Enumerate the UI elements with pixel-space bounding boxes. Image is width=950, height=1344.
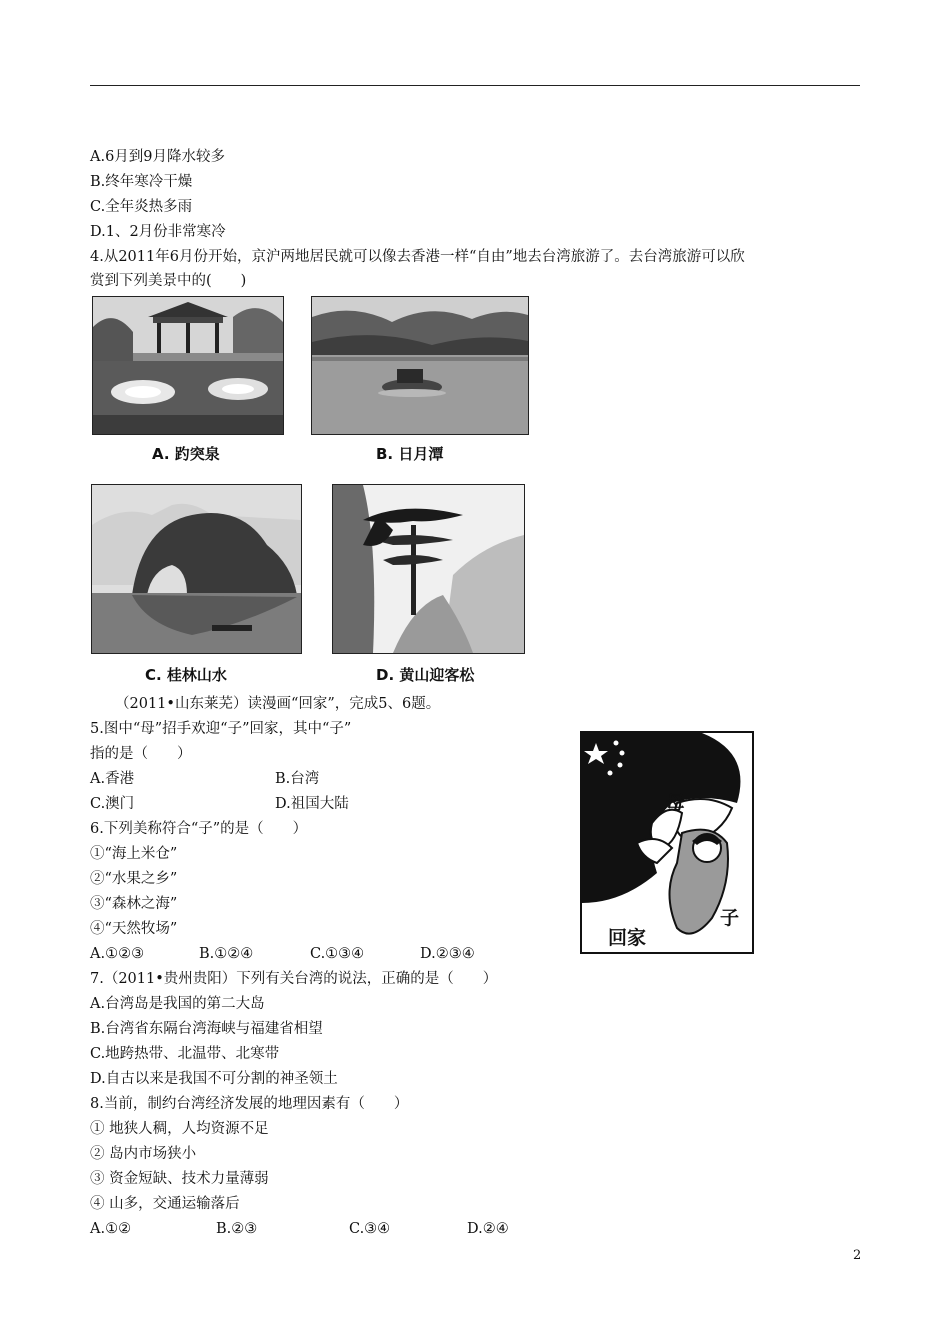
q5-option-c: C.澳门 xyxy=(90,796,135,812)
q6-option-c: C.①③④ xyxy=(310,946,365,962)
page-number: 2 xyxy=(853,1248,862,1263)
q4-caption-a: A. 趵突泉 xyxy=(152,445,220,463)
q6-item-4: ④“天然牧场” xyxy=(90,921,178,937)
elephant-trunk-hill-photo xyxy=(91,484,302,654)
q8-stem: 8.当前，制约台湾经济发展的地理因素有（ ） xyxy=(90,1096,409,1112)
q8-option-d: D.②④ xyxy=(467,1221,509,1237)
q6-item-1: ①“海上米仓” xyxy=(90,846,178,862)
header-rule xyxy=(90,85,860,86)
lake-island-photo xyxy=(311,296,529,435)
fountain-pavilion-photo xyxy=(92,296,284,435)
q6-item-3: ③“森林之海” xyxy=(90,896,178,912)
q5-option-d: D.祖国大陆 xyxy=(275,796,349,812)
q5-stem-line2: 指的是（ ） xyxy=(90,746,192,762)
q7-option-b: B.台湾省东隔台湾海峡与福建省相望 xyxy=(90,1021,323,1037)
q4-stem-line1: 4.从2011年6月份开始，京沪两地居民就可以像去香港一样“自由”地去台湾旅游了。去台湾旅游可以欣 xyxy=(90,249,745,265)
q6-option-b: B.①②④ xyxy=(199,946,254,962)
q7-stem: 7.（2011•贵州贵阳）下列有关台湾的说法，正确的是（ ） xyxy=(90,971,498,987)
q6-item-2: ②“水果之乡” xyxy=(90,871,178,887)
q4-caption-c: C. 桂林山水 xyxy=(145,666,227,684)
q3-option-c: C.全年炎热多雨 xyxy=(90,199,193,215)
q8-option-b: B.②③ xyxy=(216,1221,258,1237)
q4-caption-d: D. 黄山迎客松 xyxy=(376,666,475,684)
q3-option-d: D.1、2月份非常寒冷 xyxy=(90,224,226,240)
q7-option-c: C.地跨热带、北温带、北寒带 xyxy=(90,1046,280,1062)
q6-stem: 6.下列美称符合“子”的是（ ） xyxy=(90,821,308,837)
q8-item-2: ② 岛内市场狭小 xyxy=(90,1146,197,1162)
welcoming-pine-photo xyxy=(332,484,525,654)
q8-item-4: ④ 山多，交通运输落后 xyxy=(90,1196,240,1212)
q7-option-d: D.自古以来是我国不可分割的神圣领土 xyxy=(90,1071,338,1087)
q5-option-b: B.台湾 xyxy=(275,771,320,787)
q4-stem-line2: 赏到下列美景中的( ) xyxy=(90,273,247,289)
cartoon-label-child: 子 xyxy=(720,907,740,929)
cartoon-label-mother: 母 xyxy=(666,792,686,814)
q7-option-a: A.台湾岛是我国的第二大岛 xyxy=(90,996,265,1012)
q5-stem-line1: 5.图中“母”招手欢迎“子”回家，其中“子” xyxy=(90,721,352,737)
q3-option-b: B.终年寒冷干燥 xyxy=(90,174,193,190)
cartoon-title: 回家 xyxy=(608,927,647,949)
q6-option-a: A.①②③ xyxy=(90,946,145,962)
q8-item-3: ③ 资金短缺、技术力量薄弱 xyxy=(90,1171,269,1187)
q3-option-a: A.6月到9月降水较多 xyxy=(90,149,226,165)
intro-5-6: （2011•山东莱芜）读漫画“回家”，完成5、6题。 xyxy=(115,696,441,712)
q8-option-c: C.③④ xyxy=(349,1221,391,1237)
q5-option-a: A.香港 xyxy=(90,771,135,787)
q4-caption-b: B. 日月潭 xyxy=(376,445,444,463)
q6-option-d: D.②③④ xyxy=(420,946,475,962)
homecoming-cartoon xyxy=(580,731,754,954)
q8-item-1: ① 地狭人稠，人均资源不足 xyxy=(90,1121,269,1137)
q8-option-a: A.①② xyxy=(90,1221,132,1237)
